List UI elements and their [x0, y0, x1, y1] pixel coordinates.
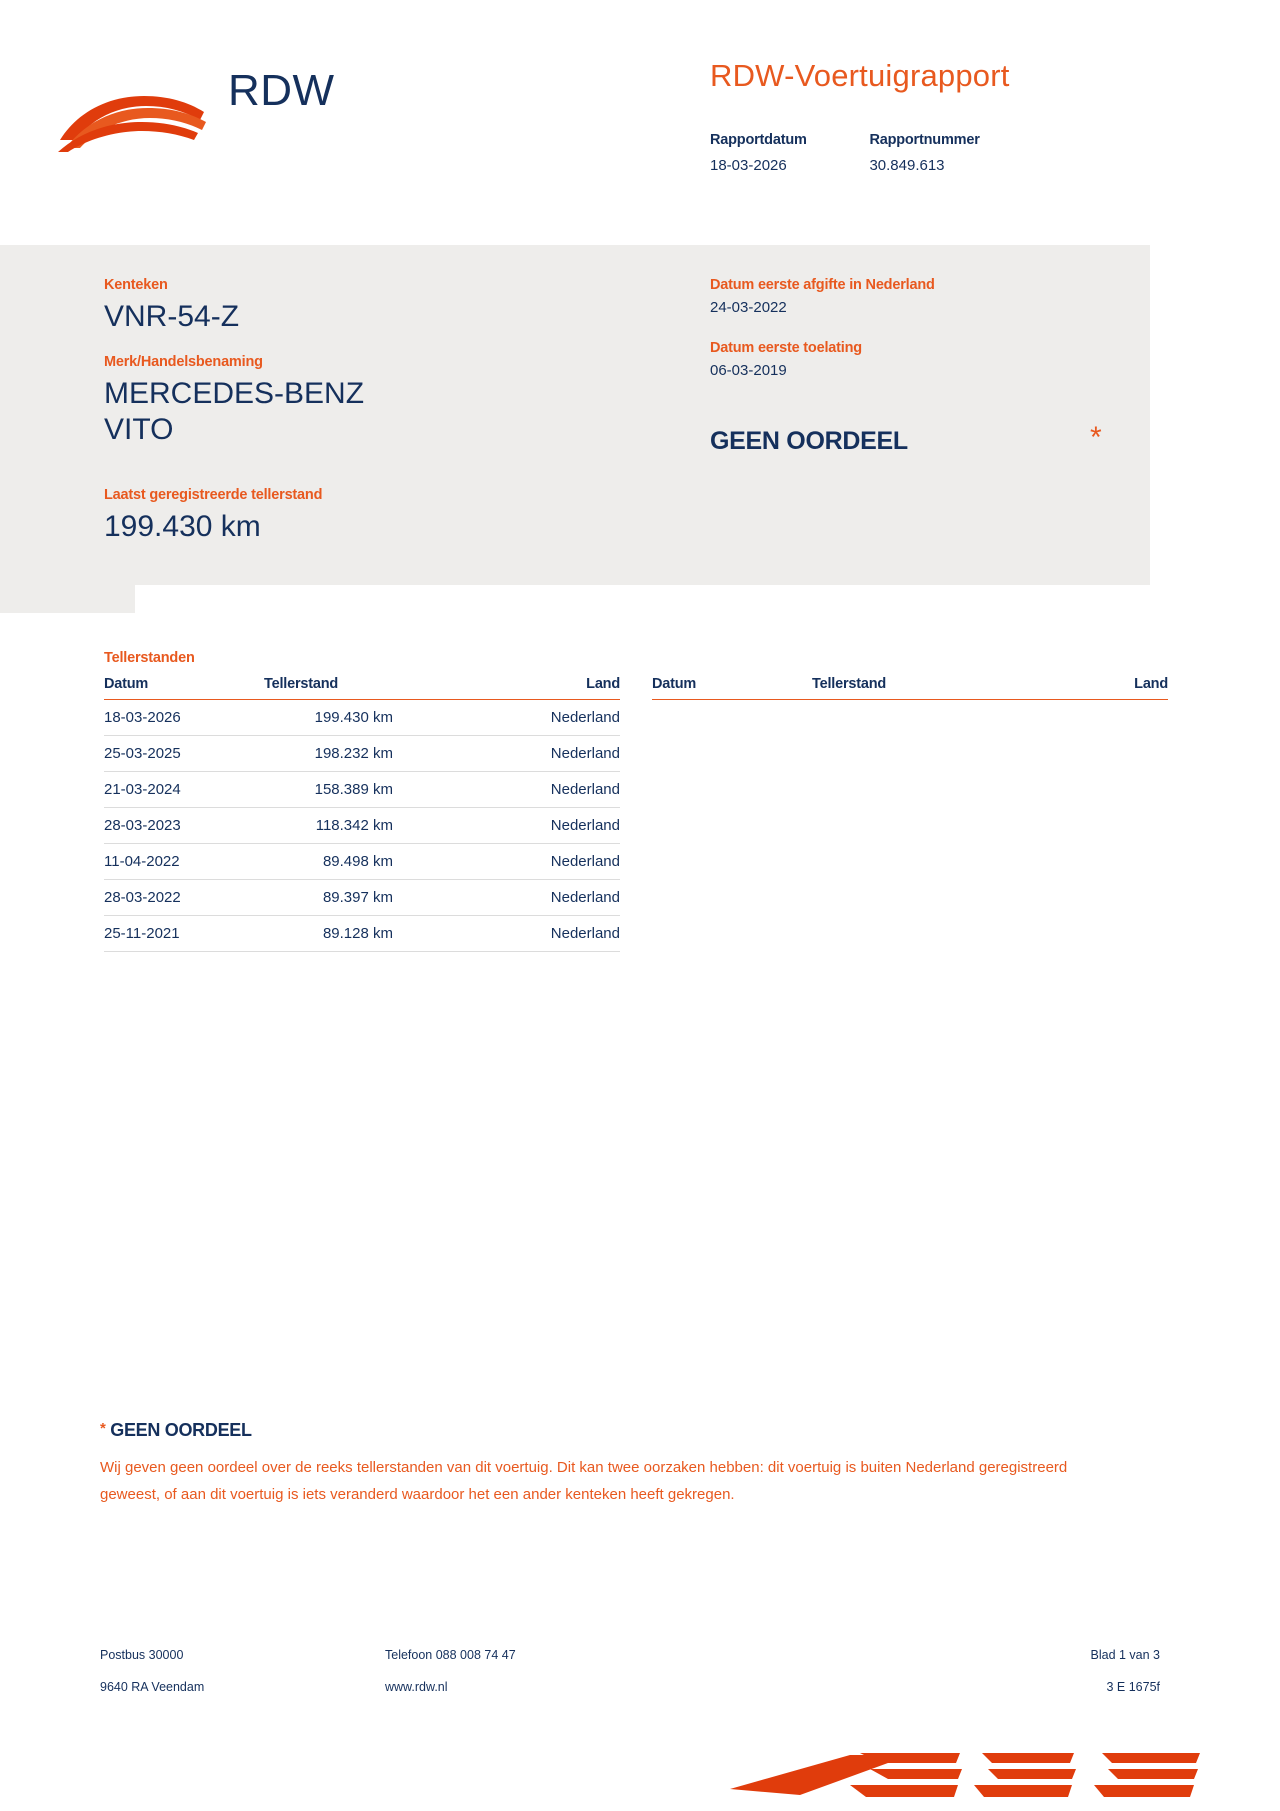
report-meta	[710, 132, 1230, 174]
tellerstand-value: 199.430 km	[104, 509, 261, 543]
table-row	[104, 916, 620, 952]
report-date-value: 18-03-2026	[710, 157, 787, 174]
column-header-land: Land	[459, 676, 620, 700]
table-row	[104, 736, 620, 772]
cell-datum: 21-03-2024	[104, 772, 264, 808]
table-row	[104, 880, 620, 916]
cell-land: Nederland	[459, 736, 620, 772]
cell-land: Nederland	[459, 880, 620, 916]
document-header	[0, 0, 1280, 245]
footnote-title-text: GEEN OORDEEL	[110, 1420, 252, 1440]
table-header-row	[104, 676, 620, 700]
cell-datum: 28-03-2023	[104, 808, 264, 844]
cell-land: Nederland	[459, 808, 620, 844]
footer-ribbon-graphic	[730, 1745, 1230, 1807]
cell-tellerstand: 89.397 km	[264, 880, 459, 916]
footer-address-line1: Postbus 30000	[100, 1648, 184, 1662]
cell-tellerstand: 158.389 km	[264, 772, 459, 808]
cell-tellerstand: 198.232 km	[264, 736, 459, 772]
tellerstand-label: Laatst geregistreerde tellerstand	[104, 486, 323, 503]
footnote-body: Wij geven geen oordeel over de reeks tellerstanden van dit voertuig. Dit kan twee oorzaken hebben: dit voertuig is buiten Nederland geregistreerd geweest, of aan dit voertuig is iets veranderd waardoor het een ander kenteken heeft gekregen.	[100, 1459, 1068, 1503]
cell-datum: 11-04-2022	[104, 844, 264, 880]
report-number-label: Rapportnummer	[869, 132, 980, 148]
cell-land: Nederland	[459, 700, 620, 736]
report-title: RDW-Voertuigrapport	[710, 58, 1010, 93]
column-header-tellerstand: Tellerstand	[264, 676, 459, 700]
table-row	[104, 772, 620, 808]
cell-land: Nederland	[459, 844, 620, 880]
report-date-label: Rapportdatum	[710, 132, 807, 148]
footer-page-line2: 3 E 1675f	[1106, 1680, 1160, 1694]
cell-tellerstand: 199.430 km	[264, 700, 459, 736]
summary-panel-notch	[0, 585, 135, 613]
merk-value-line1: MERCEDES-BENZ	[104, 376, 365, 410]
column-header-datum: Datum	[652, 676, 812, 700]
tellerstanden-table-left	[104, 676, 620, 952]
footer-contact-line2: www.rdw.nl	[385, 1680, 448, 1694]
vehicle-summary-right	[710, 277, 1130, 403]
report-number-block	[869, 132, 979, 174]
merk-label: Merk/Handelsbenaming	[104, 353, 263, 370]
table-row	[104, 844, 620, 880]
rdw-swoosh-icon	[58, 90, 228, 154]
cell-land: Nederland	[459, 916, 620, 952]
cell-land: Nederland	[459, 772, 620, 808]
document-footer	[100, 1648, 1160, 1712]
merk-value-line2: VITO	[104, 413, 174, 447]
verdict-text: GEEN OORDEEL	[710, 427, 908, 455]
eerste-toelating-label: Datum eerste toelating	[710, 340, 862, 356]
footer-address-line2: 9640 RA Veendam	[100, 1680, 205, 1694]
report-date-block	[710, 132, 865, 174]
tellerstanden-table-right	[652, 676, 1168, 952]
column-header-tellerstand: Tellerstand	[812, 676, 1007, 700]
eerste-afgifte-label: Datum eerste afgifte in Nederland	[710, 277, 935, 293]
footer-row-2	[100, 1680, 1160, 1694]
tellerstanden-section	[104, 650, 1184, 952]
tellerstanden-title: Tellerstanden	[104, 650, 195, 666]
cell-tellerstand: 118.342 km	[264, 808, 459, 844]
footnote-block	[100, 1420, 1110, 1508]
eerste-toelating-value: 06-03-2019	[710, 362, 787, 379]
cell-datum: 25-03-2025	[104, 736, 264, 772]
tellerstanden-rows-left	[104, 700, 620, 952]
verdict-footnote-marker: *	[1090, 421, 1102, 454]
column-header-datum: Datum	[104, 676, 264, 700]
eerste-afgifte-value: 24-03-2022	[710, 299, 787, 316]
kenteken-label: Kenteken	[104, 277, 168, 293]
vehicle-summary-panel	[0, 245, 1150, 585]
table-row	[104, 700, 620, 736]
tellerstanden-rows-right	[652, 700, 1168, 952]
cell-datum: 28-03-2022	[104, 880, 264, 916]
report-number-value: 30.849.613	[869, 157, 945, 174]
kenteken-value: VNR-54-Z	[104, 300, 240, 333]
footer-row-1	[100, 1648, 1160, 1662]
cell-datum: 25-11-2021	[104, 916, 264, 952]
footnote-title	[100, 1420, 1110, 1441]
table-header-row	[652, 676, 1168, 700]
rdw-logo	[58, 48, 358, 158]
footer-page-line1: Blad 1 van 3	[1090, 1648, 1160, 1662]
column-header-land: Land	[1007, 676, 1168, 700]
cell-datum: 18-03-2026	[104, 700, 264, 736]
cell-tellerstand: 89.128 km	[264, 916, 459, 952]
cell-tellerstand: 89.498 km	[264, 844, 459, 880]
footnote-star: *	[100, 1420, 106, 1437]
table-row	[104, 808, 620, 844]
rdw-logo-text: RDW	[228, 66, 335, 115]
vehicle-summary-left	[104, 277, 664, 563]
footer-contact-line1: Telefoon 088 008 74 47	[385, 1648, 516, 1662]
